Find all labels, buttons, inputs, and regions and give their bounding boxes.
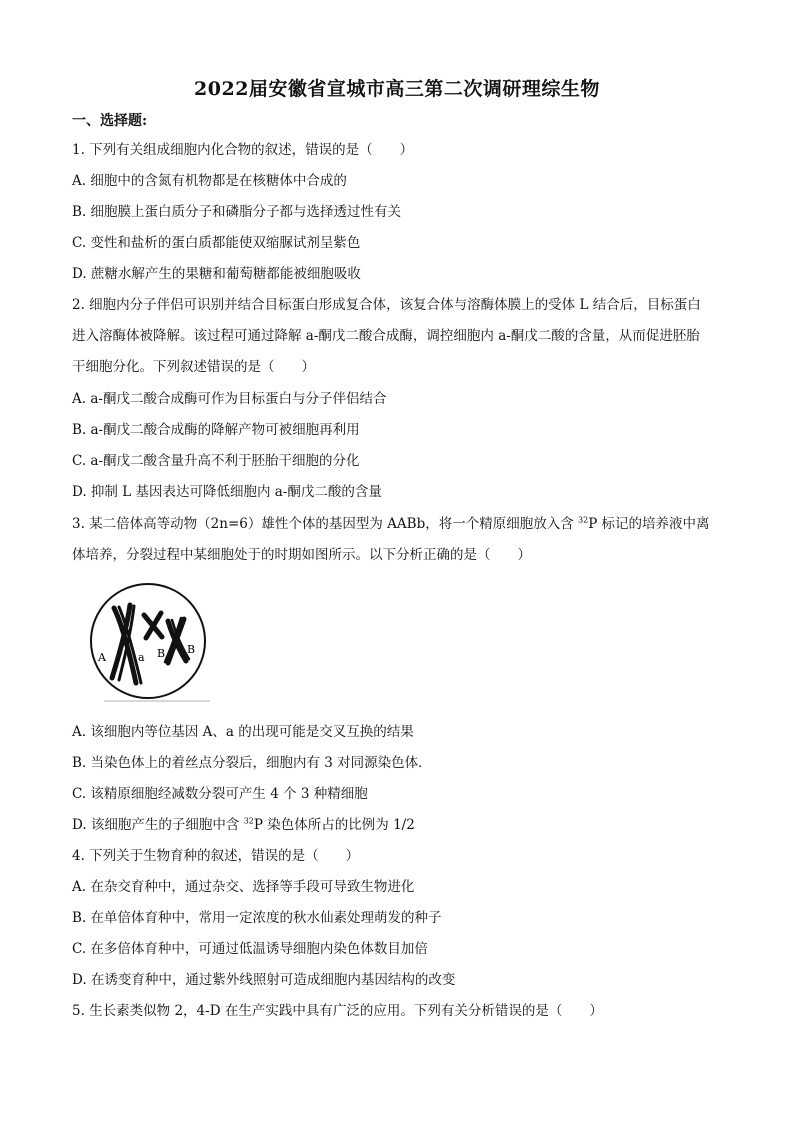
q1-stem: 1. 下列有关组成细胞内化合物的叙述，错误的是（ ） xyxy=(72,142,414,158)
q2-option-c: C. a-酮戊二酸含量升高不利于胚胎干细胞的分化 xyxy=(72,453,360,469)
q4-option-d: D. 在诱变育种中，通过紫外线照射可造成细胞内基因结构的改变 xyxy=(72,972,456,988)
q3-stem-line2: 体培养，分裂过程中某细胞处于的时期如图所示。以下分析正确的是（ ） xyxy=(72,547,531,563)
q4-option-a: A. 在杂交育种中，通过杂交、选择等手段可导致生物进化 xyxy=(72,879,415,895)
page-title: 2022届安徽省宣城市高三第二次调研理综生物 xyxy=(194,78,600,100)
q4-option-c: C. 在多倍体育种中，可通过低温诱导细胞内染色体数目加倍 xyxy=(72,941,428,957)
q3-option-c: C. 该精原细胞经减数分裂可产生 4 个 3 种精细胞 xyxy=(72,786,368,802)
chromosomes xyxy=(112,605,189,683)
q3-option-b: B. 当染色体上的着丝点分裂后，细胞内有 3 对同源染色体． xyxy=(72,755,432,771)
gene-label-b-left: B xyxy=(157,647,166,660)
q1-option-d: D. 蔗糖水解产生的果糖和葡萄糖都能被细胞吸收 xyxy=(72,266,361,282)
q2-stem-line2: 进入溶酶体被降解。该过程可通过降解 a-酮戊二酸合成酶，调控细胞内 a-酮戊二酸的含量，从而促进胚胎 xyxy=(72,328,700,344)
cell-diagram xyxy=(86,583,210,703)
gene-label-a-lower: a xyxy=(138,651,145,664)
q3-stem-line1: 3. 某二倍体高等动物（2n=6）雄性个体的基因型为 AABb，将一个精原细胞放入含 $^{32}$P 标记的培养液中离 xyxy=(72,515,710,532)
superscript-32: 32 xyxy=(578,515,589,525)
q2-stem-line1: 2. 细胞内分子伴侣可识别并结合目标蛋白形成复合体，该复合体与溶酶体膜上的受体 L 结合后，目标蛋白 xyxy=(72,297,701,313)
q3-option-a: A. 该细胞内等位基因 A、a 的出现可能是交叉互换的结果 xyxy=(72,724,414,740)
q5-stem: 5. 生长素类似物 2，4-D 在生产实践中具有广泛的应用。下列有关分析错误的是（ ） xyxy=(72,1003,603,1019)
gene-label-b-right: B xyxy=(187,643,196,656)
q2-stem-line3: 干细胞分化。下列叙述错误的是（ ） xyxy=(72,359,315,375)
gene-label-a-upper: A xyxy=(98,651,106,664)
section-heading: 一、选择题: xyxy=(72,113,148,129)
q1-option-a: A. 细胞中的含氮有机物都是在核糖体中合成的 xyxy=(72,173,347,189)
q4-stem: 4. 下列关于生物育种的叙述，错误的是（ ） xyxy=(72,848,360,864)
q4-option-b: B. 在单倍体育种中，常用一定浓度的秋水仙素处理萌发的种子 xyxy=(72,910,442,926)
q2-option-d: D. 抑制 L 基因表达可降低细胞内 a-酮戊二酸的含量 xyxy=(72,484,382,500)
q2-option-b: B. a-酮戊二酸合成酶的降解产物可被细胞再利用 xyxy=(72,422,360,438)
q3-option-d: D. 该细胞产生的子细胞中含 $^{32}$P 染色体所占的比例为 1/2 xyxy=(72,816,415,833)
q1-option-c: C. 变性和盐析的蛋白质都能使双缩脲试剂呈紫色 xyxy=(72,235,361,251)
q1-option-b: B. 细胞膜上蛋白质分子和磷脂分子都与选择透过性有关 xyxy=(72,204,402,220)
q2-option-a: A. a-酮戊二酸合成酶可作为目标蛋白与分子伴侣结合 xyxy=(72,391,387,407)
